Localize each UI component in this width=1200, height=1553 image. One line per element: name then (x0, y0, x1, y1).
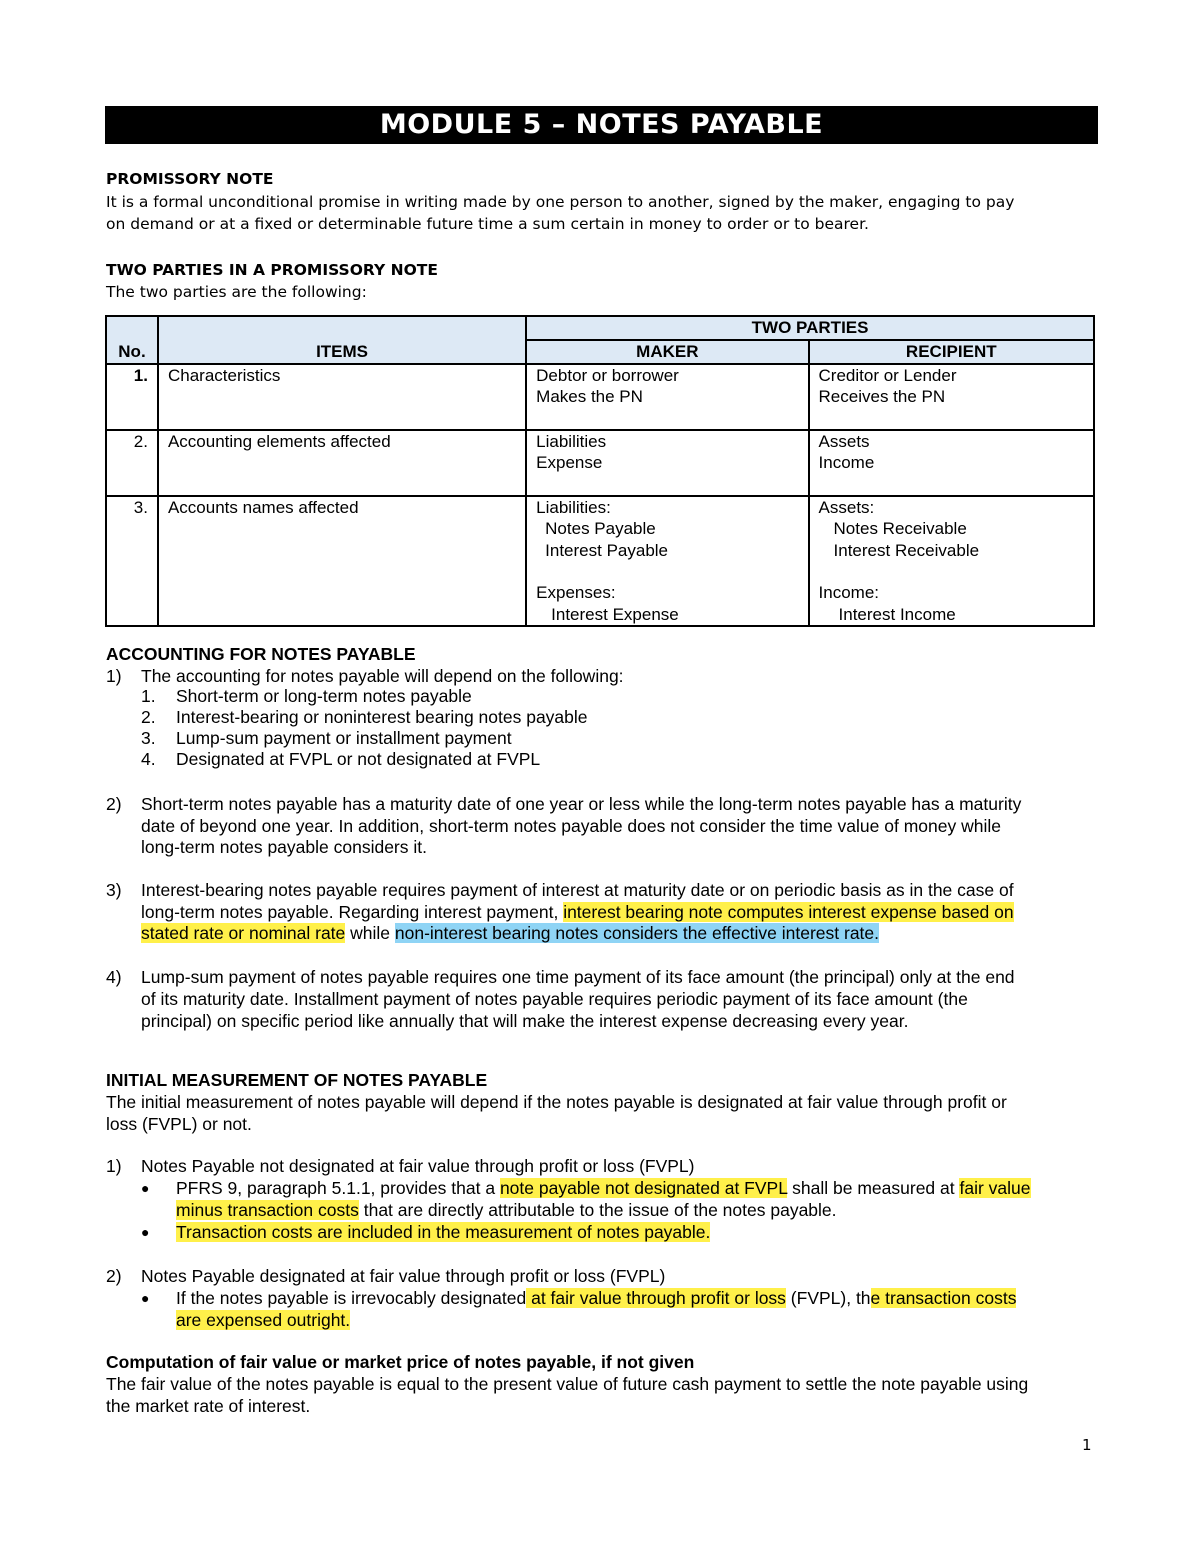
two-parties-table (105, 315, 1095, 627)
maker-cell (526, 430, 808, 496)
accounting-p3-line: Interest-bearing notes payable requires payment of interest at maturity date or on periodic basis as in the case of (141, 880, 1014, 900)
bullet-text (176, 1177, 1096, 1199)
maker-line: Debtor or borrower (536, 365, 679, 385)
recipient-cell (809, 364, 1094, 430)
sub-item: Lump-sum payment or installment payment (176, 728, 512, 748)
row-number: 3. (106, 496, 158, 627)
highlight-blue: non-interest bearing notes considers the effective interest rate. (394, 923, 880, 943)
computation-line: the market rate of interest. (106, 1396, 311, 1416)
item-number: 2) (106, 1266, 122, 1286)
sub-item: Interest-bearing or noninterest bearing notes payable (176, 707, 588, 727)
promissory-def-line1: It is a formal unconditional promise in writing made by one person to another, signed by the maker, engaging to pay (106, 193, 1015, 211)
recipient-line: Interest Income (838, 604, 956, 624)
promissory-def-line2: on demand or at a fixed or determinable future time a sum certain in money to order or to bearer. (106, 215, 869, 233)
item-number: 1) (106, 1156, 122, 1176)
promissory-heading: PROMISSORY NOTE (106, 170, 274, 188)
bullet-icon: ● (141, 1224, 150, 1240)
highlight-yellow: stated rate or nominal rate (141, 923, 346, 943)
bullet-text (176, 1221, 1096, 1243)
table-header-row (106, 316, 1094, 340)
highlight-yellow: Transaction costs are included in the measurement of notes payable. (176, 1222, 711, 1242)
maker-line: Interest Expense (551, 604, 679, 624)
col-header-maker: MAKER (526, 340, 808, 364)
bullet-text-cont (176, 1199, 1096, 1221)
initial-item-2: Notes Payable designated at fair value through profit or loss (FVPL) (141, 1266, 666, 1286)
recipient-line: Interest Receivable (833, 540, 980, 560)
table-row (106, 364, 1094, 430)
recipient-line: Assets: (818, 497, 875, 517)
accounting-p1: The accounting for notes payable will depend on the following: (141, 666, 624, 686)
maker-cell (526, 496, 808, 627)
computation-heading: Computation of fair value or market price of notes payable, if not given (106, 1352, 695, 1372)
recipient-line: Notes Receivable (833, 519, 967, 538)
bullet-icon: ● (141, 1180, 150, 1196)
initial-item-1: Notes Payable not designated at fair value through profit or loss (FVPL) (141, 1156, 695, 1176)
module-title-bar (105, 106, 1098, 144)
text-run: long-term notes payable. Regarding interest payment, (141, 902, 564, 922)
maker-line: Notes Payable (545, 519, 656, 538)
text-run: PFRS 9, paragraph 5.1.1, provides that a (176, 1178, 500, 1198)
highlight-yellow: note payable not designated at FVPL (499, 1178, 788, 1198)
col-header-items: ITEMS (158, 316, 526, 364)
accounting-p4-line: principal) on specific period like annually that will make the interest expense decreasing every year. (141, 1011, 909, 1031)
computation-line: The fair value of the notes payable is equal to the present value of future cash payment to settle the note payable using (106, 1374, 1029, 1394)
row-item: Accounting elements affected (158, 430, 526, 496)
initial-line: loss (FVPL) or not. (106, 1114, 252, 1134)
page-number: 1 (1082, 1436, 1092, 1454)
recipient-line: Income: (818, 583, 880, 602)
module-title: MODULE 5 – NOTES PAYABLE (379, 109, 824, 140)
accounting-p4-line: Lump-sum payment of notes payable requires one time payment of its face amount (the principal) only at the end (141, 967, 1015, 987)
table-row (106, 496, 1094, 627)
item-number: 3) (106, 880, 122, 900)
highlight-yellow: interest bearing note computes interest expense based on (563, 902, 1014, 922)
accounting-p2-line: long-term notes payable considers it. (141, 837, 427, 857)
row-number: 2. (106, 430, 158, 496)
bullet-icon: ● (141, 1290, 150, 1306)
highlight-yellow: e transaction costs (870, 1288, 1017, 1308)
row-item: Accounts names affected (158, 496, 526, 627)
two-parties-intro: The two parties are the following: (106, 283, 367, 301)
text-run: shall be measured at (787, 1178, 960, 1198)
maker-line: Expenses: (536, 583, 616, 602)
text-run: If the notes payable is irrevocably designated (176, 1288, 527, 1308)
recipient-line: Income (818, 453, 875, 472)
highlight-yellow: fair value (959, 1178, 1031, 1198)
text-run: while (345, 923, 395, 943)
item-number: 1) (106, 666, 122, 686)
initial-line: The initial measurement of notes payable will depend if the notes payable is designated at fair value through profit or (106, 1092, 1007, 1112)
maker-line: Interest Payable (545, 540, 669, 560)
text-run: that are directly attributable to the issue of the notes payable. (358, 1200, 837, 1220)
sub-number: 3. (141, 728, 156, 748)
highlight-yellow: minus transaction costs (176, 1200, 359, 1220)
item-number: 2) (106, 794, 122, 814)
highlight-yellow: are expensed outright. (176, 1310, 351, 1330)
maker-line: Liabilities: (536, 497, 611, 517)
accounting-heading: ACCOUNTING FOR NOTES PAYABLE (106, 644, 416, 664)
maker-line: Liabilities (536, 431, 607, 451)
row-number: 1. (106, 364, 158, 430)
sub-item: Designated at FVPL or not designated at FVPL (176, 749, 541, 769)
bullet-text (176, 1287, 1096, 1309)
accounting-p2-line: date of beyond one year. In addition, short-term notes payable does not consider the time value of money while (141, 816, 1001, 836)
sub-number: 2. (141, 707, 156, 727)
table-row (106, 430, 1094, 496)
highlight-yellow: at fair value through profit or loss (526, 1288, 786, 1308)
sub-number: 4. (141, 749, 156, 769)
col-header-recipient: RECIPIENT (809, 340, 1094, 364)
recipient-line: Creditor or Lender (818, 365, 957, 385)
item-number: 4) (106, 967, 122, 987)
accounting-p4-line: of its maturity date. Installment payment of notes payable requires periodic payment of its face amount (the (141, 989, 968, 1009)
initial-heading: INITIAL MEASUREMENT OF NOTES PAYABLE (106, 1070, 488, 1090)
col-header-two-parties: TWO PARTIES (526, 316, 1094, 340)
col-header-no: No. (106, 316, 158, 364)
sub-item: Short-term or long-term notes payable (176, 686, 472, 706)
recipient-line: Assets (818, 431, 870, 451)
text-run: (FVPL), th (785, 1288, 871, 1308)
sub-number: 1. (141, 686, 156, 706)
recipient-line: Receives the PN (818, 387, 946, 406)
accounting-p3-line (141, 922, 1096, 944)
two-parties-heading: TWO PARTIES IN A PROMISSORY NOTE (106, 261, 438, 279)
bullet-text-cont (176, 1309, 1096, 1331)
row-item: Characteristics (158, 364, 526, 430)
maker-line: Makes the PN (536, 387, 643, 406)
accounting-p3-line (141, 901, 1096, 923)
maker-line: Expense (536, 453, 603, 472)
accounting-p2-line: Short-term notes payable has a maturity date of one year or less while the long-term notes payable has a maturity (141, 794, 1022, 814)
recipient-cell (809, 496, 1094, 627)
maker-cell (526, 364, 808, 430)
recipient-cell (809, 430, 1094, 496)
